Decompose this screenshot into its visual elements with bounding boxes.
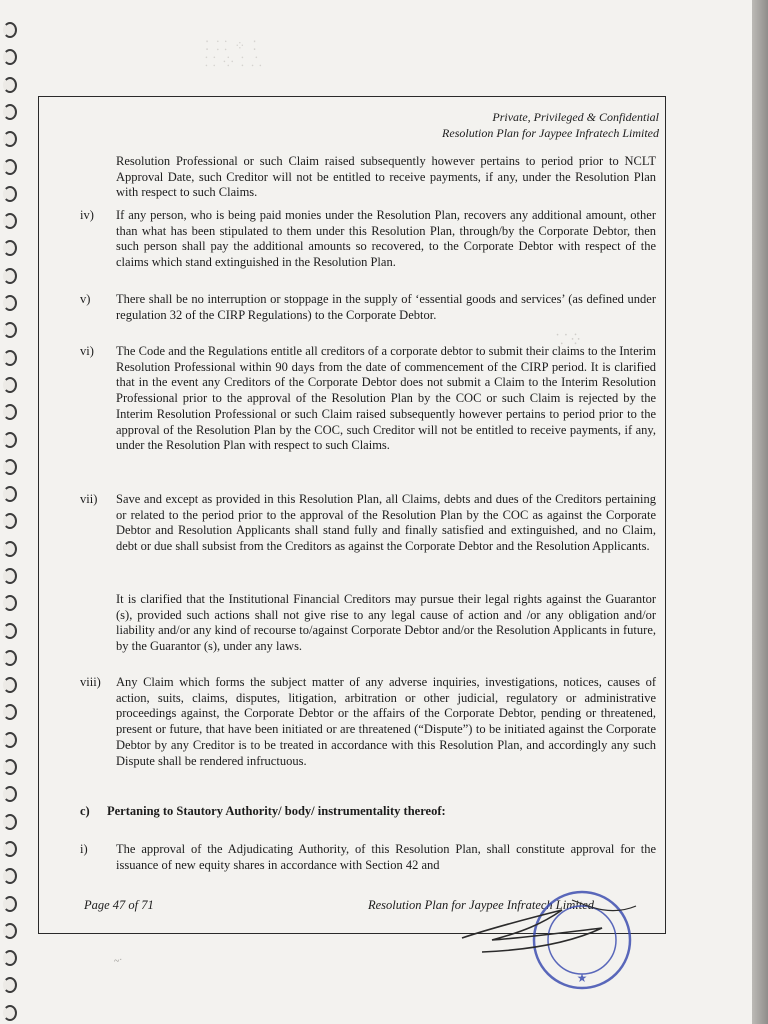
binding-ring — [3, 213, 17, 229]
list-item-i — [80, 842, 656, 873]
binding-ring — [3, 759, 17, 775]
binding-ring — [3, 104, 17, 120]
binding-ring — [3, 841, 17, 857]
list-item-v — [80, 292, 656, 323]
spiral-binding — [0, 0, 22, 1024]
list-item-text: The approval of the Adjudicating Authority, of this Resolution Plan, shall constitute approval for the issuance of new equity shares in accordance with Section 42 and — [116, 842, 656, 872]
list-item-text: There shall be no interruption or stoppage in the supply of ‘essential goods and services’ (as defined under regulation 32 of the CIRP Regulations) to the Corporate Debtor. — [116, 292, 656, 322]
binding-ring — [3, 650, 17, 666]
binding-ring — [3, 322, 17, 338]
binding-ring — [3, 240, 17, 256]
binding-ring — [3, 159, 17, 175]
list-item-iv — [80, 208, 656, 271]
intro-paragraph: Resolution Professional or such Claim raised subsequently however pertains to period prior to NCLT Approval Date, such Creditor will not be entitled to receive payments, if any, under the Resolution Plan with respect to such Claims. — [116, 154, 656, 200]
list-item-text: Any Claim which forms the subject matter of any adverse inquiries, investigations, notices, causes of action, suits, claims, disputes, litigation, arbitration or other judicial, regulatory or administrative proceedings against, the Corporate Debtor or the affairs of the Corporate Debtor, pending or threatened, present or future, that have been initiated or are threatened (“Dispute”) to be initiated against the Corporate Debtor by any Creditor is to be treated in accordance with this Resolution Plan, and accordingly any such Dispute shall be rendered infructuous. — [116, 675, 656, 768]
svg-text:★: ★ — [576, 971, 588, 985]
section-heading-number: c) — [80, 804, 90, 818]
list-item-viii — [80, 675, 656, 769]
list-item-text: Save and except as provided in this Resolution Plan, all Claims, debts and dues of the Creditors pertaining or related to the period prior to the approval of the Resolution Plan by the COC as against the Corporate Debtor and Resolution Applicants shall stand fully and finally satisfied and extinguished, and no Claim, debt or due shall subsist from the Creditors as against the Corporate Debtor and the Resolution Applicants. — [116, 492, 656, 554]
binding-ring — [3, 541, 17, 557]
binding-ring — [3, 404, 17, 420]
list-item-number: i) — [80, 842, 88, 856]
footer-title: Resolution Plan for Jaypee Infratech Limited — [368, 898, 594, 912]
binding-ring — [3, 22, 17, 38]
binding-ring — [3, 896, 17, 912]
binding-ring — [3, 923, 17, 939]
clarification-paragraph: It is clarified that the Institutional Financial Creditors may pursue their legal rights against the Guarantor (s), provided such actions shall not give rise to any legal cause of action and /or any obligation and/or liability and/or any kind of recourse to/against Corporate Debtor and/or the Resolution Applicants in future, by the Guarantor (s), under any laws. — [116, 592, 656, 654]
binding-ring — [3, 677, 17, 693]
list-item-vi — [80, 344, 656, 454]
header-document-title: Resolution Plan for Jaypee Infratech Limited — [442, 126, 659, 140]
list-item-number: viii) — [80, 675, 101, 689]
binding-ring — [3, 77, 17, 93]
binding-ring — [3, 268, 17, 284]
binding-ring — [3, 377, 17, 393]
binding-ring — [3, 786, 17, 802]
company-seal-stamp — [452, 880, 652, 990]
list-item-number: vi) — [80, 344, 94, 358]
binding-ring — [3, 49, 17, 65]
binding-ring — [3, 623, 17, 639]
header-confidentiality: Private, Privileged & Confidential — [492, 110, 659, 124]
stray-mark: ~ˑ — [114, 956, 123, 967]
page-number: Page 47 of 71 — [84, 898, 154, 912]
binding-ring — [3, 186, 17, 202]
ink-smudge: ⸪ ⁛ — [556, 333, 581, 348]
binding-ring — [3, 350, 17, 366]
binding-ring — [3, 486, 17, 502]
list-item-number: v) — [80, 292, 91, 306]
binding-ring — [3, 1005, 17, 1021]
binding-ring — [3, 732, 17, 748]
binding-ring — [3, 868, 17, 884]
list-item-number: vii) — [80, 492, 98, 506]
list-item-vii — [80, 492, 656, 555]
binding-ring — [3, 950, 17, 966]
bleed-through-marks: ⁚ ⸬ ⁘ ⁚ ⸬ ⁘ ⁚ ⸫ — [205, 38, 264, 69]
binding-ring — [3, 814, 17, 830]
list-item-number: iv) — [80, 208, 94, 222]
page-header — [442, 109, 659, 141]
binding-ring — [3, 595, 17, 611]
binding-ring — [3, 295, 17, 311]
page-stack-edge — [752, 0, 768, 1024]
binding-ring — [3, 459, 17, 475]
list-item-text: If any person, who is being paid monies under the Resolution Plan, recovers any additional amount, other than what has been stipulated to them under this Resolution Plan, through/by the Corporate Debtor, then such person shall pay the additional amounts so recovered, to the Corporate Debtor with respect of the claims which stand extinguished in the Resolution Plan. — [116, 208, 656, 270]
binding-ring — [3, 704, 17, 720]
section-heading — [80, 804, 656, 820]
binding-ring — [3, 568, 17, 584]
section-heading-text: Pertaning to Stautory Authority/ body/ instrumentality thereof: — [107, 804, 446, 818]
list-item-text: The Code and the Regulations entitle all creditors of a corporate debtor to submit their claims to the Interim Resolution Professional within 90 days from the date of commencement of the CIRP period. It is clarified that in the event any Creditors of the Corporate Debtor does not submit a Claim to the Interim Resolution Professional prior to the approval of the Resolution Plan by the COC or such Claim is rejected by the Interim Resolution Professional or such Claim raised subsequently however pertains to period prior to the approval of the Resolution Plan by the COC, such Creditor will not be entitled to receive payments, if any, under the Resolution Plan with respect to such Claims. — [116, 344, 656, 453]
binding-ring — [3, 513, 17, 529]
binding-ring — [3, 432, 17, 448]
binding-ring — [3, 131, 17, 147]
binding-ring — [3, 977, 17, 993]
